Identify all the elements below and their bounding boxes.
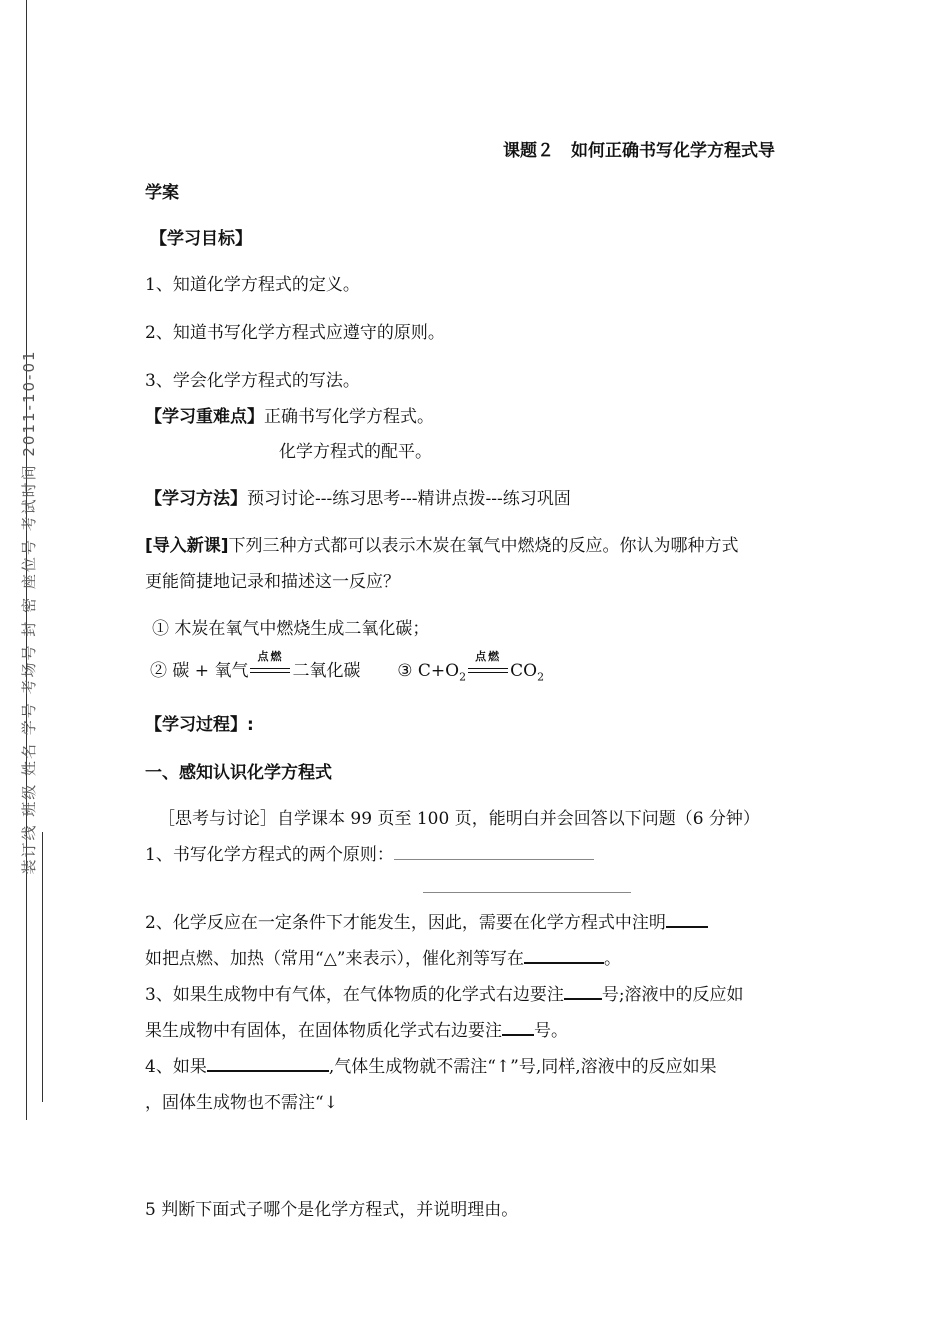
question-1-blank-2-row [423, 878, 631, 898]
ignite-label-2: 点燃 [475, 650, 502, 663]
intro-row-1 [145, 531, 739, 556]
objectives-heading: 【学习目标】 [150, 229, 252, 249]
binding-margin-text: 装订线 班级 姓名 学号 考场号 封 密 座位号 考试时间 2011-10-01 [20, 349, 38, 875]
question-4a-end: ,气体生成物就不需注“↑”号,同样,溶液中的反应如果 [328, 1057, 717, 1077]
question-4b: ，固体生成物也不需注“↓ [145, 1093, 338, 1113]
option-3-right: CO [510, 661, 538, 681]
intro-label: [导入新课] [145, 536, 229, 556]
option-1: ① 木炭在氧气中燃烧生成二氧化碳； [152, 619, 430, 639]
question-4-blank[interactable] [207, 1069, 329, 1072]
question-3a [145, 980, 744, 1005]
key-points-text-1: 正确书写化学方程式。 [264, 407, 434, 427]
ignite-condition-2 [468, 650, 508, 678]
question-2b-end: 。 [603, 949, 621, 969]
ignite-label-1: 点燃 [257, 650, 284, 663]
discussion-prompt: ［思考与讨论］自学课本 99 页至 100 页，能明白并会回答以下问题（6 分钟） [158, 809, 760, 829]
intro-text-1: 下列三种方式都可以表示木炭在氧气中燃烧的反应。你认为哪种方式 [228, 536, 739, 556]
question-3b-end: 号。 [534, 1021, 568, 1041]
key-points-label: 【学习重难点】 [145, 407, 264, 427]
question-2a [145, 908, 708, 933]
process-heading: 【学习过程】: [145, 715, 254, 735]
objective-item-3: 3、学会化学方程式的写法。 [145, 371, 360, 391]
option-2-right: 二氧化碳 [292, 661, 361, 681]
page-title-line1: 课题２ 如何正确书写化学方程式导 [503, 141, 775, 161]
key-points-text-2: 化学方程式的配平。 [279, 442, 432, 462]
question-2-blank-1[interactable] [666, 925, 708, 928]
question-3b [145, 1016, 568, 1041]
ignite-condition-1 [250, 650, 290, 678]
option-3-left: ③ C+O [397, 661, 460, 681]
question-1 [145, 840, 594, 865]
intro-text-2: 更能简捷地记录和描述这一反应？ [145, 572, 400, 592]
key-points-row [145, 402, 434, 427]
option-3-right-sub: 2 [537, 670, 545, 684]
objective-item-1: 1、知道化学方程式的定义。 [145, 275, 360, 295]
question-4a-text: 4、如果 [145, 1057, 207, 1077]
option-3-sub: 2 [459, 670, 467, 684]
question-4a [145, 1052, 717, 1077]
question-2-blank-2[interactable] [524, 961, 604, 964]
question-2b [145, 944, 621, 969]
objective-item-2: 2、知道书写化学方程式应遵守的原则。 [145, 323, 445, 343]
binding-margin-line-bottom [42, 832, 43, 1102]
option-2-left: ② 碳 + 氧气 [150, 661, 249, 681]
question-1-text: 1、书写化学方程式的两个原则： [145, 845, 394, 865]
question-2b-text: 如把点燃、加热（常用“△”来表示），催化剂等写在 [145, 949, 524, 969]
method-row [145, 484, 571, 509]
question-1-blank-1[interactable] [394, 858, 594, 860]
question-5: 5 判断下面式子哪个是化学方程式，并说明理由。 [145, 1200, 519, 1220]
method-text: 预习讨论---练习思考---精讲点拨---练习巩固 [247, 489, 571, 509]
method-label: 【学习方法】 [145, 489, 247, 509]
question-3a-text: 3、如果生成物中有气体，在气体物质的化学式右边要注 [145, 985, 564, 1005]
page-title-line2: 学案 [145, 183, 179, 203]
question-3a-end: 号;溶液中的反应如 [601, 985, 744, 1005]
section-1-heading: 一、感知认识化学方程式 [145, 763, 332, 783]
question-3-blank-1[interactable] [564, 997, 602, 1000]
question-3-blank-2[interactable] [502, 1033, 534, 1036]
question-3b-text: 果生成物中有固体，在固体物质化学式右边要注 [145, 1021, 502, 1041]
question-1-blank-2[interactable] [423, 891, 631, 893]
option-2-3-row [150, 650, 545, 684]
question-2a-text: 2、化学反应在一定条件下才能发生，因此，需要在化学方程式中注明 [145, 913, 666, 933]
